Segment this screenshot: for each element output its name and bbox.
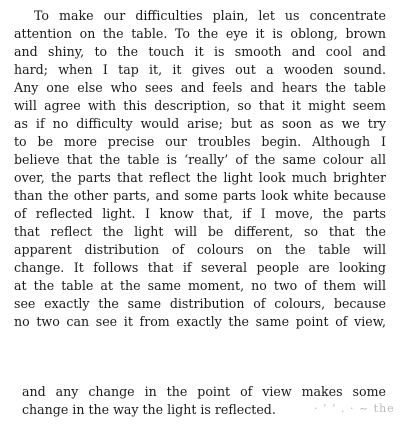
text-line: Any one else who sees and feels and hears the table bbox=[14, 80, 386, 95]
text-line: over, the parts that reflect the light look much brighter bbox=[14, 170, 386, 185]
bleed-through-text: · ’ ‘ . · ~ the bbox=[314, 402, 395, 415]
text-line: of reflected light. I know that, if I move, the parts bbox=[14, 206, 386, 221]
text-line: at the table at the same moment, no two of them will bbox=[14, 278, 386, 293]
text-line: To make our difficulties plain, let us concentrate bbox=[34, 8, 386, 23]
text-line: believe that the table is ‘really’ of the same colour all bbox=[14, 152, 386, 167]
text-line: and any change in the point of view makes some bbox=[22, 384, 386, 399]
text-line: and shiny, to the touch it is smooth and cool and bbox=[14, 44, 386, 59]
text-line: will agree with this description, so that it might seem bbox=[14, 98, 386, 113]
text-line: to be more precise our troubles begin. Although I bbox=[14, 134, 386, 149]
text-line: change in the way the light is reflected. bbox=[22, 402, 276, 417]
text-line: apparent distribution of colours on the table will bbox=[14, 242, 386, 257]
text-line: hard; when I tap it, it gives out a wooden sound. bbox=[14, 62, 386, 77]
text-line: see exactly the same distribution of colours, because bbox=[14, 296, 386, 311]
text-line: no two can see it from exactly the same point of view, bbox=[14, 314, 386, 329]
text-line: than the other parts, and some parts look white because bbox=[14, 188, 386, 203]
text-line: change. It follows that if several people are looking bbox=[14, 260, 386, 275]
text-line: as if no difficulty would arise; but as soon as we try bbox=[14, 116, 386, 131]
text-line: that reflect the light will be different, so that the bbox=[14, 224, 386, 239]
text-line: attention on the table. To the eye it is oblong, brown bbox=[14, 26, 386, 41]
